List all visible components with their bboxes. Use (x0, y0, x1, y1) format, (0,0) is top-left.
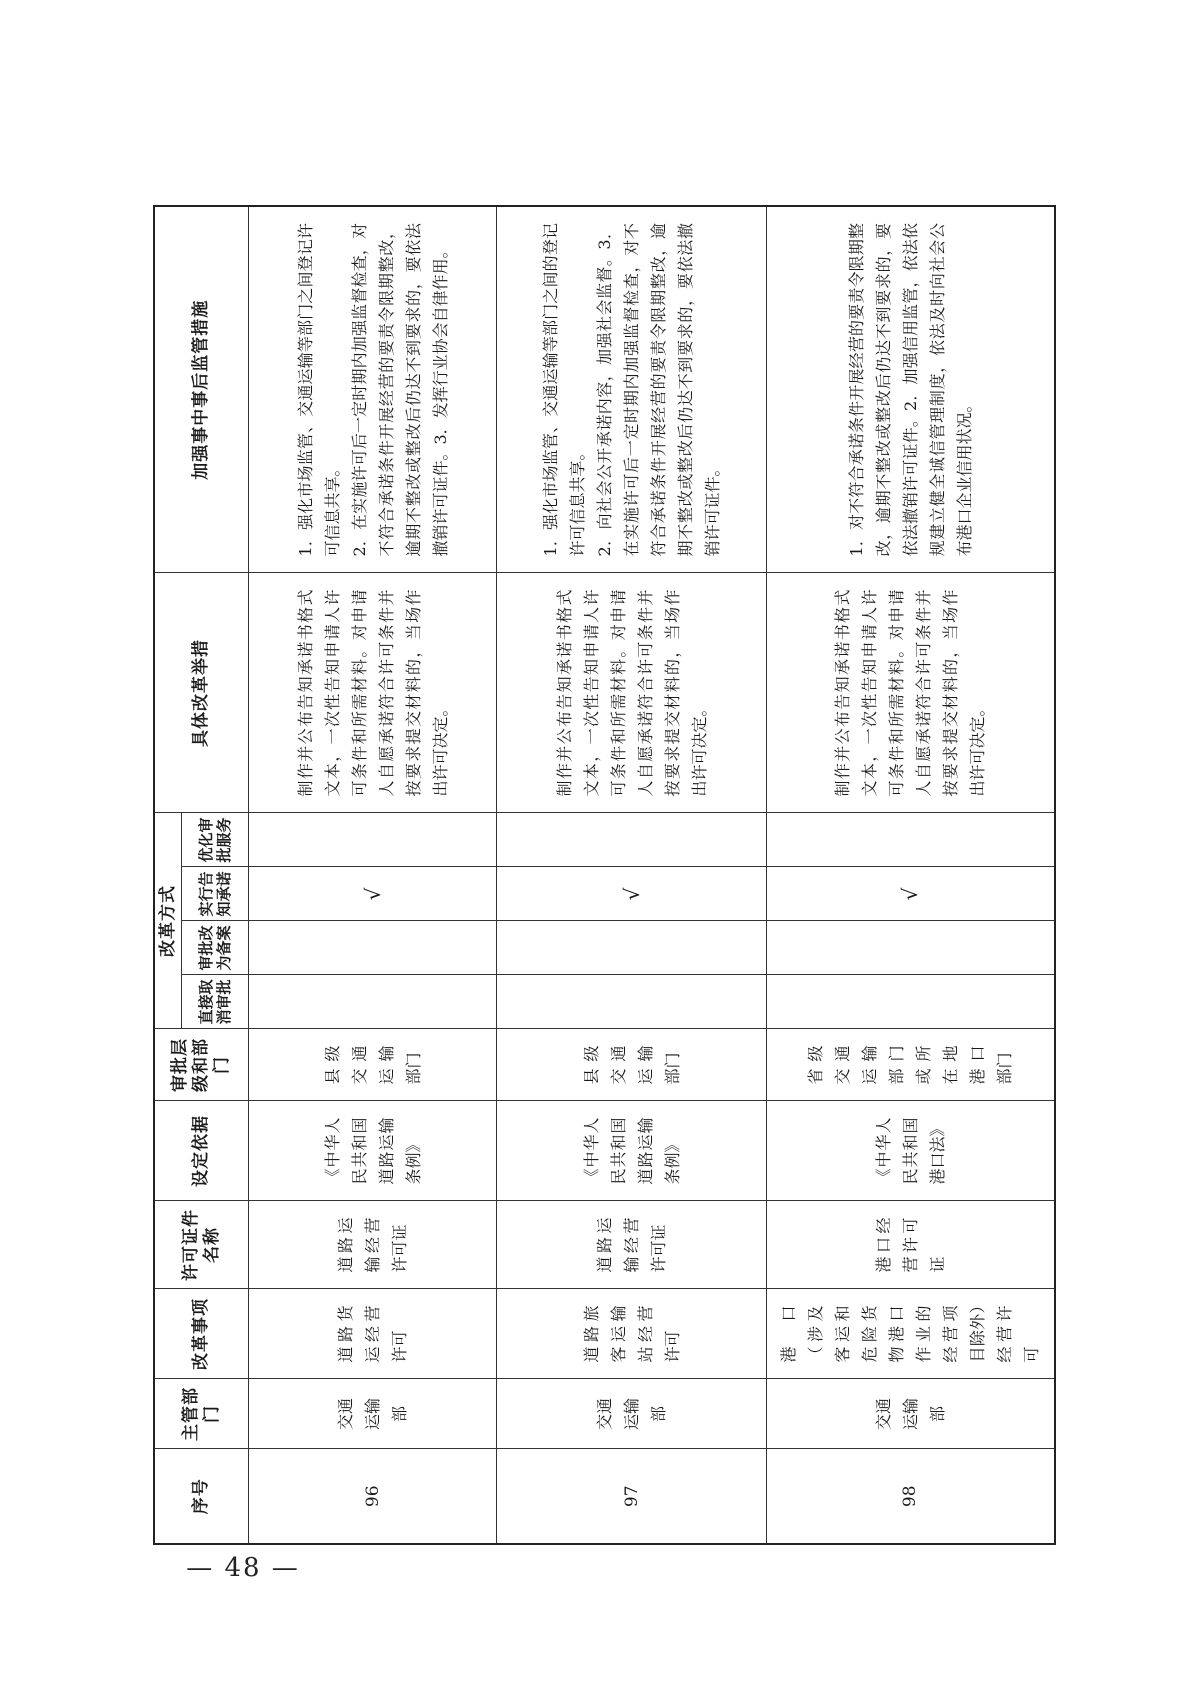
header-measures: 具体改革举措 (154, 573, 249, 813)
cell-seq: 96 (249, 1449, 497, 1544)
cell-method-promise: √ (767, 867, 1055, 921)
supervision-paragraph: 2．向社会公开承诺内容，加强社会监督。3．在实施许可后一定时期内加强监督检查，对不符合承诺条件开展经营的要责令限期整改，逾期不整改或整改后仍达不到要求的，要依法撤销许可证件。 (595, 223, 722, 557)
cell-level: 县级交通运输部门 (497, 1029, 767, 1101)
cell-seq: 98 (767, 1449, 1055, 1544)
supervision-paragraph: 1．强化市场监管、交通运输等部门之间的登记许可信息共享。 (541, 223, 587, 557)
cell-item: 道路货运经营许可 (249, 1289, 497, 1379)
header-method-cancel: 直接取消审批 (182, 975, 249, 1029)
cell-method-cancel (497, 975, 767, 1029)
cell-dept: 交通运输部 (767, 1379, 1055, 1449)
cell-basis: 《中华人民共和国港口法》 (767, 1101, 1055, 1201)
cell-method-promise: √ (497, 867, 767, 921)
cell-method-cancel (767, 975, 1055, 1029)
cell-license: 道路运输经营许可证 (249, 1201, 497, 1289)
cell-method-optimize (249, 813, 497, 867)
cell-measures: 制作并公布告知承诺书格式文本，一次性告知申请人许可条件和所需材料。对申请人自愿承诺符合许可条件并按要求提交材料的，当场作出许可决定。 (249, 573, 497, 813)
cell-seq: 97 (497, 1449, 767, 1544)
header-dept: 主管部门 (154, 1379, 249, 1449)
header-reform-method: 改革方式 (154, 813, 182, 1029)
cell-supervision (767, 206, 1055, 573)
supervision-paragraph: 1．对不符合承诺条件开展经营的要责令限期整改，逾期不整改或整改后仍达不到要求的，要依法撤销许可证件。2．加强信用监管，依法依规建立健全诚信管理制度，依法及时向社会公布港口企业信用状况。 (846, 223, 974, 557)
cell-method-record (497, 921, 767, 975)
cell-measures: 制作并公布告知承诺书格式文本，一次性告知申请人许可条件和所需材料。对申请人自愿承诺符合许可条件并按要求提交材料的，当场作出许可决定。 (767, 573, 1055, 813)
table-row (497, 206, 767, 1544)
reform-table (153, 205, 1056, 1545)
cell-method-cancel (249, 975, 497, 1029)
cell-basis: 《中华人民共和国道路运输条例》 (497, 1101, 767, 1201)
cell-level: 省级交通运输部门或所在地港口部门 (767, 1029, 1055, 1101)
header-method-promise: 实行告知承诺 (182, 867, 249, 921)
header-supervision: 加强事中事后监管措施 (154, 206, 249, 573)
cell-method-promise: √ (249, 867, 497, 921)
cell-method-record (249, 921, 497, 975)
supervision-paragraph: 1．强化市场监管、交通运输等部门之间登记许可信息共享。 (295, 223, 342, 557)
cell-basis: 《中华人民共和国道路运输条例》 (249, 1101, 497, 1201)
supervision-paragraph: 2．在实施许可后一定时期内加强监督检查，对不符合承诺条件开展经营的要责令限期整改，逾期不整改或整改后仍达不到要求的，要依法撤销许可证件。3．发挥行业协会自律作用。 (349, 223, 450, 557)
cell-supervision (497, 206, 767, 573)
table-row (767, 206, 1055, 1544)
cell-dept: 交通运输部 (249, 1379, 497, 1449)
cell-method-optimize (497, 813, 767, 867)
cell-method-record (767, 921, 1055, 975)
header-seq: 序号 (154, 1449, 249, 1544)
header-item: 改革事项 (154, 1289, 249, 1379)
cell-license: 道路运输经营许可证 (497, 1201, 767, 1289)
cell-measures: 制作并公布告知承诺书格式文本，一次性告知申请人许可条件和所需材料。对申请人自愿承诺符合许可条件并按要求提交材料的，当场作出许可决定。 (497, 573, 767, 813)
cell-license: 港口经营许可证 (767, 1201, 1055, 1289)
header-method-record: 审批改为备案 (182, 921, 249, 975)
cell-item: 港口（涉及客运和危险货物港口作业的经营项目除外）经营许可 (767, 1289, 1055, 1379)
header-basis: 设定依据 (154, 1101, 249, 1201)
cell-dept: 交通运输部 (497, 1379, 767, 1449)
cell-item: 道路旅客运输站经营许可 (497, 1289, 767, 1379)
header-license: 许可证件名称 (154, 1201, 249, 1289)
cell-supervision (249, 206, 497, 573)
cell-level: 县级交通运输部门 (249, 1029, 497, 1101)
header-method-optimize: 优化审批服务 (182, 813, 249, 867)
header-level: 审批层级和部门 (154, 1029, 249, 1101)
table-row (249, 206, 497, 1544)
cell-method-optimize (767, 813, 1055, 867)
page-number: — 48 — (186, 1553, 300, 1583)
rotated-table-container (153, 207, 1053, 1545)
